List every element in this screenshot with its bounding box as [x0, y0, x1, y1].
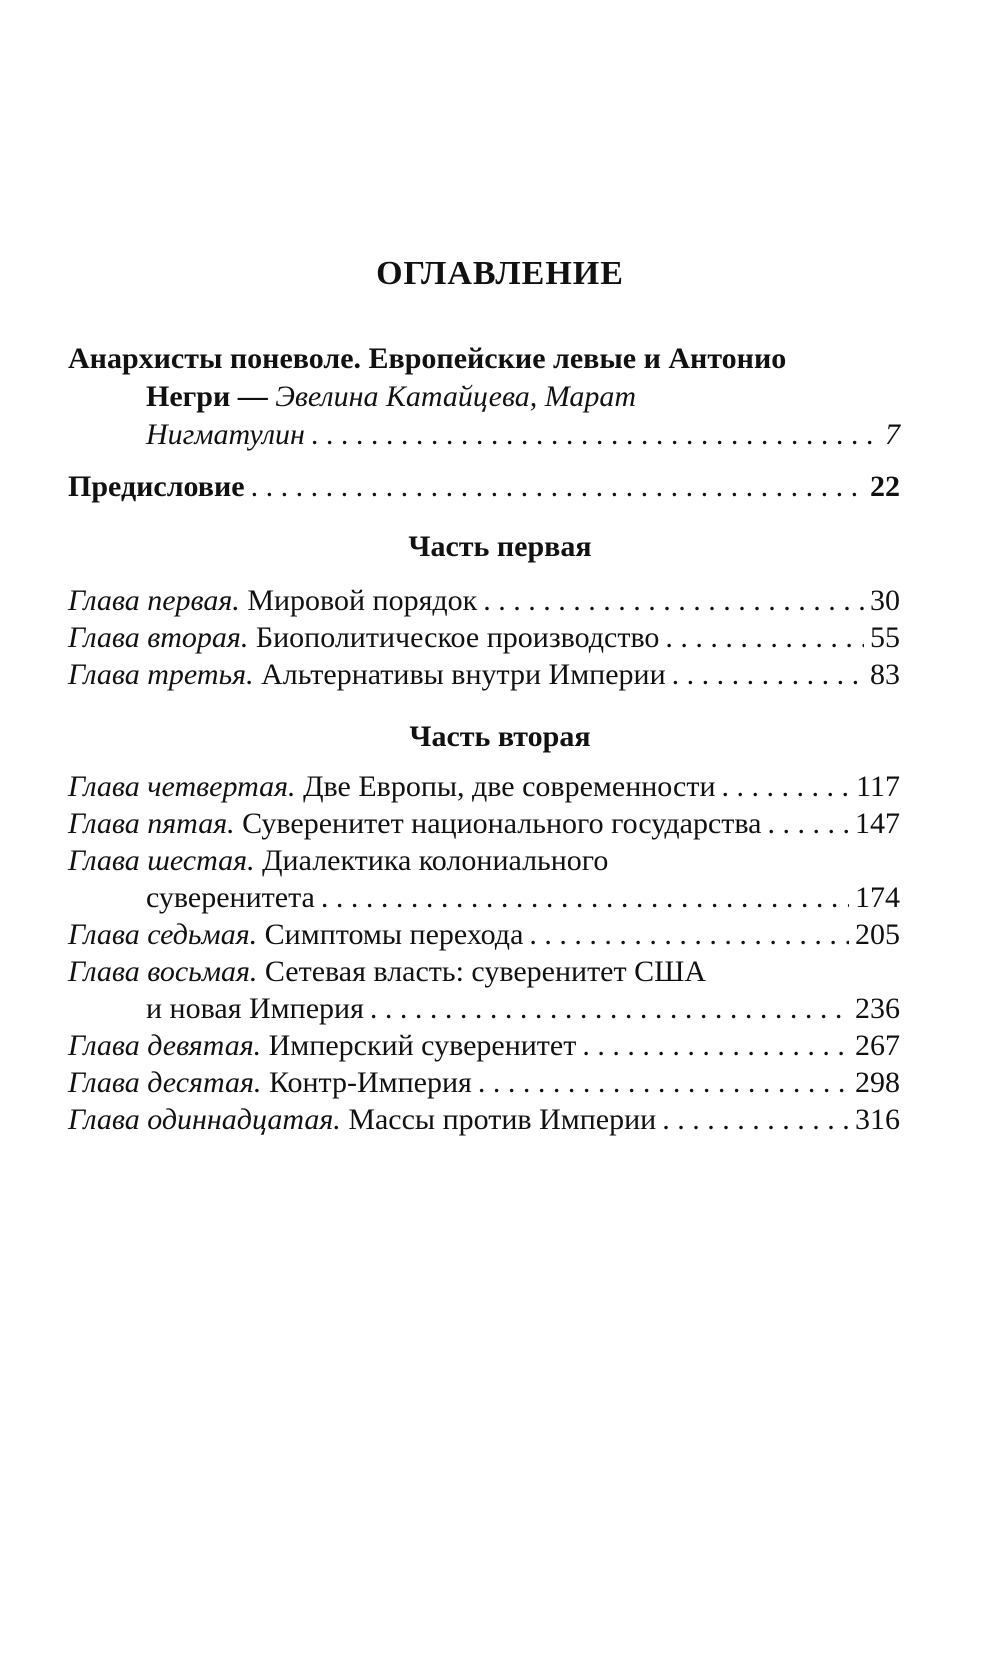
chapter-title: Альтернативы внутри Империи — [261, 658, 666, 691]
toc-entry — [68, 768, 900, 806]
chapter-label: Глава седьмая. — [68, 918, 258, 951]
chapter-label: Глава одиннадцатая. — [68, 1103, 341, 1136]
chapter-title-cont: суверенитета — [146, 881, 315, 914]
chapter-label: Глава пятая. — [68, 807, 235, 840]
page-number: 316 — [855, 1103, 900, 1136]
chapter-title: Суверенитет национального государства — [242, 807, 762, 840]
dot-leader — [483, 582, 864, 620]
chapter-title: Биополитическое производство — [255, 621, 660, 654]
chapter-label: Глава десятая. — [68, 1066, 262, 1099]
toc-entry — [68, 619, 900, 657]
chapter-label: Глава вторая. — [68, 621, 249, 654]
intro-page-number: 7 — [885, 418, 900, 451]
intro-entry-line3 — [146, 416, 900, 454]
chapter-title: Массы против Империи — [348, 1103, 657, 1136]
page-number: 267 — [855, 1029, 900, 1062]
toc-entry — [68, 1027, 900, 1065]
intro-entry-line1 — [68, 340, 900, 378]
page-number: 236 — [855, 992, 900, 1025]
preface-page-number: 22 — [870, 470, 900, 503]
chapter-title: Симптомы перехода — [264, 918, 524, 951]
page-number: 174 — [855, 881, 900, 914]
chapter-label: Глава девятая. — [68, 1029, 262, 1062]
chapter-label: Глава шестая. — [68, 844, 255, 877]
chapter-label: Глава восьмая. — [68, 955, 258, 988]
chapter-title: Диалектика колониального — [262, 844, 609, 877]
intro-entry-line2 — [146, 378, 900, 416]
page-title: ОГЛАВЛЕНИЕ — [376, 255, 624, 292]
part2-title: Часть вторая — [409, 720, 591, 753]
preface-entry — [68, 468, 900, 506]
intro-authors-line3: Нигматулин — [146, 418, 305, 451]
dot-leader — [722, 768, 851, 806]
chapter-title: Две Европы, две современности — [303, 770, 716, 803]
dot-leader — [529, 916, 849, 954]
page-number: 83 — [870, 658, 900, 691]
toc-entry — [68, 582, 900, 620]
dot-leader — [662, 1101, 849, 1139]
page-number: 298 — [855, 1066, 900, 1099]
page-number: 55 — [870, 621, 900, 654]
intro-title-line1: Анархисты поневоле. Европейские левые и Антонио — [68, 342, 787, 375]
dot-leader — [768, 805, 850, 843]
part1-title: Часть первая — [408, 530, 592, 563]
toc-entry — [68, 656, 900, 694]
chapter-title: Контр-Империя — [268, 1066, 472, 1099]
intro-dash: — — [230, 380, 276, 413]
page-number: 147 — [855, 807, 900, 840]
chapter-title: Имперский суверенитет — [268, 1029, 577, 1062]
dot-leader — [251, 468, 864, 506]
page-number: 117 — [856, 770, 900, 803]
toc-entry — [68, 1064, 900, 1102]
toc-entry — [68, 1101, 900, 1139]
page-number: 30 — [870, 584, 900, 617]
chapter-title: Сетевая власть: суверенитет США — [264, 955, 707, 988]
preface-title: Предисловие — [68, 470, 245, 503]
toc-entry — [68, 916, 900, 954]
dot-leader — [321, 879, 849, 917]
chapter-title-cont: и новая Империя — [146, 992, 364, 1025]
chapter-label: Глава третья. — [68, 658, 254, 691]
toc-entry — [68, 953, 900, 991]
dot-leader — [672, 656, 864, 694]
dot-leader — [582, 1027, 849, 1065]
chapter-title: Мировой порядок — [247, 584, 478, 617]
intro-authors-line2: Эвелина Катайцева, Марат — [275, 380, 637, 413]
dot-leader — [665, 619, 864, 657]
page-number: 205 — [855, 918, 900, 951]
dot-leader — [311, 416, 879, 454]
dot-leader — [370, 990, 849, 1028]
toc-entry — [68, 842, 900, 880]
toc-entry — [68, 805, 900, 843]
toc-entry-continuation — [146, 879, 900, 917]
intro-title-line2: Негри — [146, 380, 231, 413]
toc-entry-continuation — [146, 990, 900, 1028]
dot-leader — [478, 1064, 849, 1102]
chapter-label: Глава четвертая. — [68, 770, 296, 803]
chapter-label: Глава первая. — [68, 584, 240, 617]
